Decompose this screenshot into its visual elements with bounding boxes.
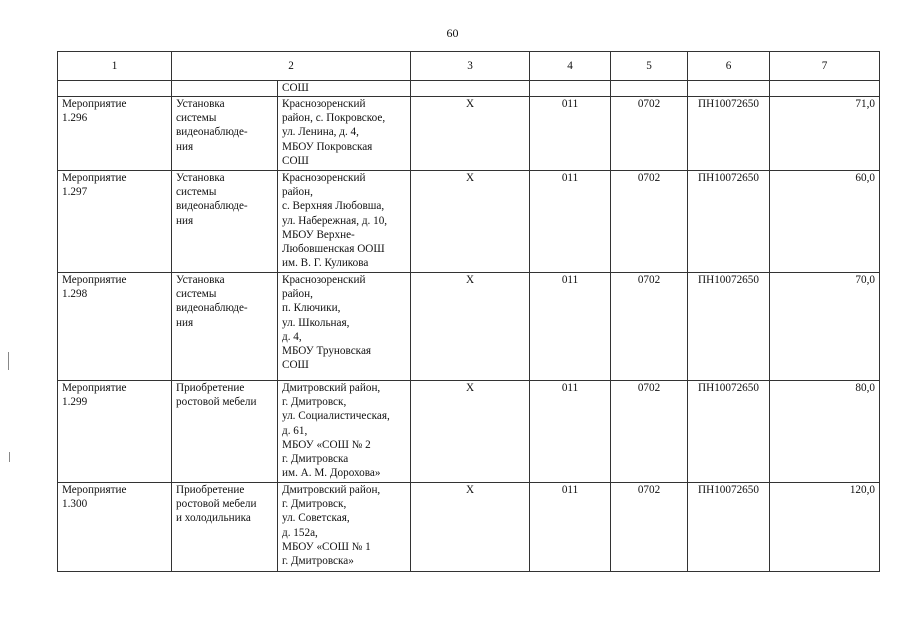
description-cell: Установка системы видеонаблюде- ния bbox=[176, 274, 248, 329]
location-cell: Дмитровский район, г. Дмитровск, ул. Социалистическая, д. 61, МБОУ «СОШ № 2 г. Дмитровска им. А. М. Дорохова» bbox=[282, 382, 390, 480]
location-cell: Краснозоренский район, с. Покровское, ул. Ленина, д. 4, МБОУ Покровская СОШ bbox=[282, 98, 386, 167]
table-row bbox=[58, 97, 880, 171]
event-cell: Мероприятие 1.298 bbox=[62, 274, 127, 301]
description-cell: Установка системы видеонаблюде- ния bbox=[176, 172, 248, 227]
section-cell: 0702 bbox=[611, 381, 688, 483]
header-cell: 4 bbox=[530, 52, 611, 81]
location-cell: Краснозоренский район, с. Верхняя Любовша, ул. Набережная, д. 10, МБОУ Верхне- Любовшенская ООШ им. В. Г. Куликова bbox=[282, 172, 388, 270]
scan-mark bbox=[9, 452, 10, 462]
location-cell: Дмитровский район, г. Дмитровск, ул. Советская, д. 152а, МБОУ «СОШ № 1 г. Дмитровска» bbox=[282, 484, 381, 568]
header-cell: 7 bbox=[770, 52, 880, 81]
continuation-row bbox=[58, 81, 880, 97]
code-cell: 011 bbox=[530, 273, 611, 381]
table-row bbox=[58, 381, 880, 483]
section-cell: 0702 bbox=[611, 97, 688, 171]
location-cell: СОШ bbox=[278, 81, 411, 97]
target-code-cell: ПН10072650 bbox=[688, 381, 770, 483]
event-cell: Мероприятие 1.297 bbox=[62, 172, 127, 199]
section-cell: 0702 bbox=[611, 273, 688, 381]
budget-table bbox=[57, 51, 880, 572]
header-row bbox=[58, 52, 880, 81]
code-cell: 011 bbox=[530, 483, 611, 572]
amount-cell: 120,0 bbox=[770, 483, 880, 572]
code-cell: 011 bbox=[530, 381, 611, 483]
x-cell: X bbox=[411, 273, 530, 381]
header-cell: 1 bbox=[58, 52, 172, 81]
x-cell: X bbox=[411, 97, 530, 171]
amount-cell: 60,0 bbox=[770, 171, 880, 273]
amount-cell: 71,0 bbox=[770, 97, 880, 171]
event-cell: Мероприятие 1.300 bbox=[62, 484, 127, 511]
section-cell: 0702 bbox=[611, 483, 688, 572]
x-cell: X bbox=[411, 381, 530, 483]
table-row bbox=[58, 483, 880, 572]
event-cell: Мероприятие 1.296 bbox=[62, 98, 127, 125]
header-cell: 6 bbox=[688, 52, 770, 81]
code-cell: 011 bbox=[530, 97, 611, 171]
x-cell: X bbox=[411, 171, 530, 273]
target-code-cell: ПН10072650 bbox=[688, 97, 770, 171]
table-row bbox=[58, 171, 880, 273]
target-code-cell: ПН10072650 bbox=[688, 483, 770, 572]
amount-cell: 70,0 bbox=[770, 273, 880, 381]
target-code-cell: ПН10072650 bbox=[688, 171, 770, 273]
description-cell: Приобретение ростовой мебели и холодильника bbox=[176, 484, 257, 525]
description-cell: Установка системы видеонаблюде- ния bbox=[176, 98, 248, 153]
event-cell: Мероприятие 1.299 bbox=[62, 382, 127, 409]
x-cell: X bbox=[411, 483, 530, 572]
description-cell: Приобретение ростовой мебели bbox=[176, 382, 257, 409]
header-cell: 5 bbox=[611, 52, 688, 81]
header-cell: 3 bbox=[411, 52, 530, 81]
scan-mark bbox=[8, 352, 9, 370]
page-number: 60 bbox=[446, 26, 459, 40]
code-cell: 011 bbox=[530, 171, 611, 273]
table-row bbox=[58, 273, 880, 381]
location-cell: Краснозоренский район, п. Ключики, ул. Школьная, д. 4, МБОУ Труновская СОШ bbox=[282, 274, 372, 372]
header-cell: 2 bbox=[172, 52, 411, 81]
target-code-cell: ПН10072650 bbox=[688, 273, 770, 381]
amount-cell: 80,0 bbox=[770, 381, 880, 483]
section-cell: 0702 bbox=[611, 171, 688, 273]
